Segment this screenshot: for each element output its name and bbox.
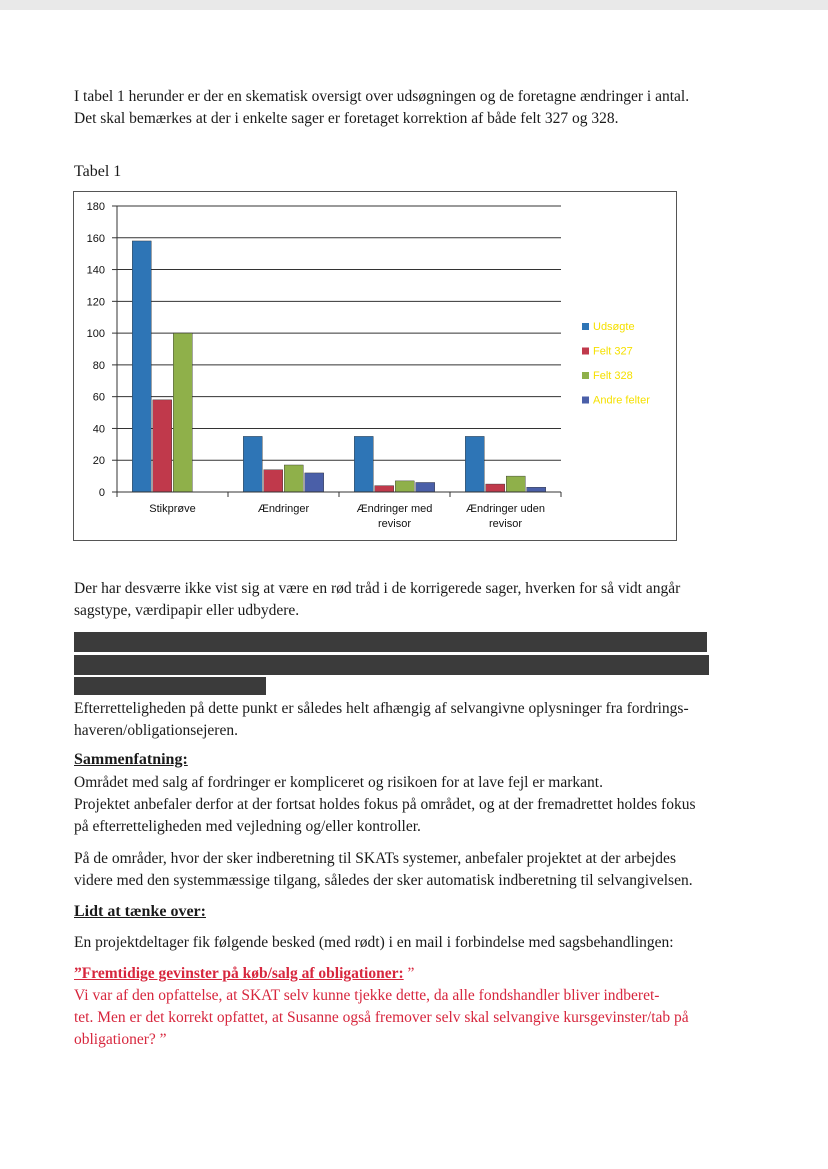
efterret-line-1: Efterretteligheden på dette punkt er således helt afhængig af selvangivne oplysninger fra fordrings- bbox=[74, 700, 689, 717]
redaction-bar-2 bbox=[74, 655, 709, 675]
quote-line-1: Vi var af den opfattelse, at SKAT selv kunne tjekke dette, da alle fondshandler bliver indberet- bbox=[74, 987, 660, 1004]
legend-swatch-3 bbox=[582, 372, 589, 379]
bar-andre-felter-4 bbox=[527, 487, 546, 492]
bar-felt-328-1 bbox=[173, 333, 192, 492]
think-heading: Lidt at tænke over: bbox=[74, 903, 206, 920]
bar-felt-327-1 bbox=[153, 400, 172, 492]
scan-top-edge bbox=[0, 0, 828, 10]
legend-swatch-4 bbox=[582, 397, 589, 404]
quote-line-2: tet. Men er det korrekt opfattet, at Susanne også fremover selv skal selvangive kursgevinster/tab på bbox=[74, 1009, 689, 1026]
summary-line-1: Området med salg af fordringer er kompliceret og risikoen for at lave fejl er markant. bbox=[74, 774, 603, 791]
chart-canvas bbox=[74, 192, 678, 542]
quote-heading-tail: ” bbox=[403, 965, 415, 982]
quote-heading-line bbox=[74, 963, 754, 985]
intro-line-2: Det skal bemærkes at der i enkelte sager er foretaget korrektion af både felt 327 og 328. bbox=[74, 110, 619, 127]
bar-felt-328-3 bbox=[395, 481, 414, 492]
bar-udsøgte-2 bbox=[243, 436, 262, 492]
y-tick-label: 100 bbox=[86, 328, 105, 341]
summary-line-5: videre med den systemmæssige tilgang, således der sker automatisk indberetning til selvangivelsen. bbox=[74, 872, 693, 889]
efterretlighed-paragraph bbox=[74, 698, 754, 742]
legend-label-4: Andre felter bbox=[593, 394, 650, 407]
bar-andre-felter-2 bbox=[305, 473, 324, 492]
table-caption: Tabel 1 bbox=[74, 163, 122, 180]
y-tick-label: 60 bbox=[92, 391, 105, 404]
legend-label-1: Udsøgte bbox=[593, 321, 635, 333]
redaction-bar-1 bbox=[74, 632, 707, 652]
y-tick-label: 140 bbox=[86, 264, 105, 277]
bar-udsøgte-1 bbox=[132, 241, 151, 492]
red-quote bbox=[74, 963, 754, 1051]
intro-paragraph bbox=[74, 86, 754, 130]
bar-udsøgte-3 bbox=[354, 436, 373, 492]
y-tick-label: 0 bbox=[98, 487, 105, 499]
y-tick-label: 180 bbox=[86, 201, 105, 213]
bar-andre-felter-3 bbox=[416, 482, 435, 492]
summary-line-2: Projektet anbefaler derfor at der fortsat holdes fokus på området, og at der fremadrettet holdes fokus bbox=[74, 796, 696, 813]
bar-felt-328-4 bbox=[506, 476, 525, 492]
paragraph-after-chart bbox=[74, 578, 754, 622]
summary-paragraph-2 bbox=[74, 848, 754, 892]
think-line-1: En projektdeltager fik følgende besked (med rødt) i en mail i forbindelse med sagsbehandlingen: bbox=[74, 934, 674, 951]
y-tick-label: 40 bbox=[92, 423, 105, 436]
x-tick-label: Ændringer bbox=[257, 503, 310, 515]
x-tick-label: Stikprøve bbox=[149, 503, 196, 515]
legend-label-2: Felt 327 bbox=[593, 345, 633, 358]
y-tick-label: 80 bbox=[92, 359, 105, 372]
legend-swatch-2 bbox=[582, 348, 589, 355]
intro-line-1: I tabel 1 herunder er der en skematisk oversigt over udsøgningen og de foretagne ændringer i antal. bbox=[74, 88, 690, 105]
redaction-bar-3 bbox=[74, 677, 266, 695]
bar-felt-327-4 bbox=[486, 484, 505, 492]
y-tick-label: 160 bbox=[86, 232, 105, 245]
after-chart-line-2: sagstype, værdipapir eller udbydere. bbox=[74, 602, 300, 619]
x-tick-label: Ændringer uden bbox=[466, 503, 545, 515]
efterret-line-2: haveren/obligationsejeren. bbox=[74, 722, 238, 739]
bar-felt-327-2 bbox=[264, 470, 283, 492]
x-tick-label: revisor bbox=[488, 518, 523, 530]
x-tick-label: Ændringer med bbox=[356, 503, 433, 515]
summary-line-3: på efterretteligheden med vejledning og/eller kontroller. bbox=[74, 818, 421, 835]
bar-felt-327-3 bbox=[375, 486, 394, 492]
quote-line-3: obligationer? ” bbox=[74, 1031, 167, 1048]
x-tick-label: revisor bbox=[377, 518, 412, 530]
bar-udsøgte-4 bbox=[465, 436, 484, 492]
legend-swatch-1 bbox=[582, 323, 589, 330]
after-chart-line-1: Der har desværre ikke vist sig at være en rød tråd i de korrigerede sager, hverken for så vidt angår bbox=[74, 580, 681, 597]
legend-label-3: Felt 328 bbox=[593, 370, 633, 382]
summary-line-4: På de områder, hvor der sker indberetning til SKATs systemer, anbefaler projektet at der arbejdes bbox=[74, 850, 676, 867]
bar-chart bbox=[73, 191, 677, 541]
y-tick-label: 20 bbox=[92, 455, 105, 468]
quote-heading: ”Fremtidige gevinster på køb/salg af obligationer: bbox=[74, 965, 404, 982]
bar-felt-328-2 bbox=[284, 465, 303, 492]
summary-paragraph bbox=[74, 772, 754, 838]
y-tick-label: 120 bbox=[86, 296, 105, 309]
summary-heading: Sammenfatning: bbox=[74, 751, 188, 768]
